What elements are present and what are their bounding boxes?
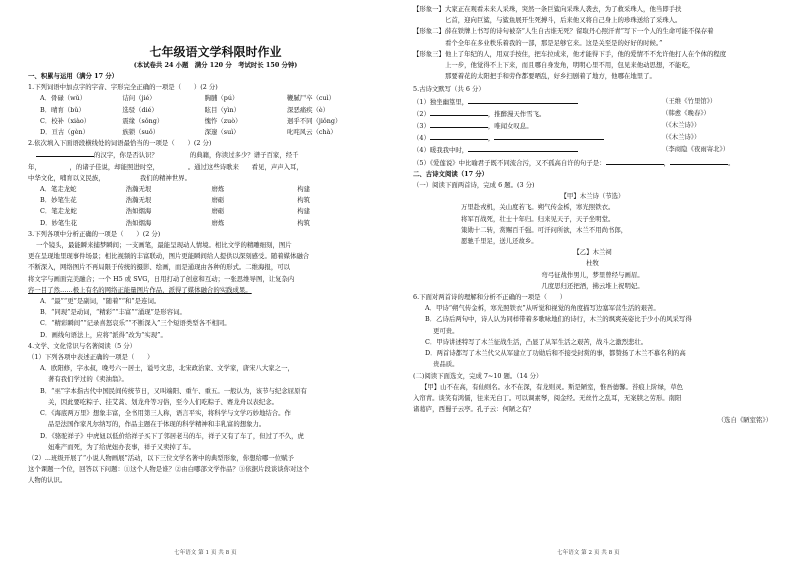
page-right (397, 0, 794, 562)
question-6-option-line: 更可贵。 (433, 326, 459, 335)
prose-source: （选自《陋室铭》） (717, 416, 772, 425)
question-3-stem: 3.下列各项中分析正确的一项是（ ）(2 分) (28, 229, 161, 238)
poem-a-line: 愿驰千里足，送儿还故乡。 (461, 237, 538, 246)
question-4-sub-2: 人物的认识。 (28, 476, 67, 485)
question-6-option-line: C．甲诗讲述特写了木兰征战生活，凸显了从军生活之艰苦，战斗之激烈悲壮。 (425, 337, 648, 346)
dictation-line: （4） ， （《木兰诗》） (413, 133, 701, 143)
question-4-sub-2: 这个课题一个位，回答以下问题：①这个人物是谁？②由白哪部文学作品？③依据片段谈谈你对这个 (28, 465, 310, 474)
character-fragment-2: 【形象二】薛在铁牌上书写的诗句被奈“人生自古谁无死？留取丹心照汗青”写下一个人的生命可能不保存着 (413, 27, 714, 36)
question-4-option-line: A．欧阳修，字永叔，晚号六一居士，谥号文忠，北宋政治家、文学家，唐宋八大家之一， (40, 364, 294, 373)
answer-blank[interactable] (430, 132, 488, 140)
answer-blank[interactable] (36, 149, 94, 157)
question-1-option-b: B．晴育（bǔ） 选驳（dié） 眩目（yìn） 深恶痛疾（è） (40, 105, 330, 114)
question-1-option-d: D．亘古（gèn） 族锁（suǒ） 深邃（suì） 叱咤风云（chà） (40, 128, 337, 137)
answer-blank[interactable] (494, 132, 604, 140)
question-1-option-a: A．骨碌（wǔ） 诘问（jié） 胸脯（pú） 鞭腻尸卒（cuì） (40, 94, 336, 103)
question-3-passage-line: 将文字与画面完美融合；一个 H5 或 SVG，日用打动了创意和互动；一张思维导图，让复杂内 (28, 274, 295, 283)
dictation-line: （4）暖我我中时， （李商隐《夜雨寄北》） (413, 145, 730, 155)
question-7-stem: (二)阅读下面选文，完成 7~10 题。（14 分） (413, 371, 543, 380)
question-4-sub-2: （2）...班级开展了“小说人物画展”活动，以下三位文学名著中的典型形象，你想给哪一位赋予 (28, 453, 294, 462)
question-3-passage-line: 不断深入，网络图片不再局限于传统的摄影、绘画，而是通现由各种的形式。二维海报，可以 (28, 263, 291, 272)
question-4-stem: 4.文学、文化常识与名著阅读（5 分） (28, 341, 137, 350)
question-5-stem: 5.古诗文默写（共 6 分） (413, 85, 485, 94)
page-title: 七年级语文学科限时作业 (149, 45, 282, 59)
poem-b-author: 杜牧 (586, 259, 599, 268)
answer-blank[interactable] (606, 157, 664, 165)
poem-b-line: 几度思归还把酒，拂云堆上祝明妃。 (541, 281, 644, 290)
question-3-passage-line: 一个镜头，最能瞬来捕梦瞬间；一支画笔，最能呈现动人情境。相比文学的精雕细刻，图片 (36, 241, 292, 250)
question-6-option-line: D．两首诗都写了木兰代父从军建立了功勋后和不接受封赏的事，都赞扬了木兰不慕名利的高 (425, 349, 686, 358)
question-2-option-c: C．笔走龙蛇 浩如烟海 磨砺 构建 (40, 207, 311, 216)
question-3-option-d: D．画线句语法上，应将“派得”改为“实现”。 (40, 330, 167, 339)
page-footer: 七年语文 第 2 页 共 8 页 (557, 550, 620, 556)
question-4-option-line: 妞难产而死，为了给虎妞办丧事，祥子又卖掉了车。 (48, 442, 195, 451)
character-fragment-1: 【形象一】大家正在观看未来人采珠，突然一条巨鲨向采珠人袭去，为了救采珠人，他当即手扶 (413, 5, 682, 13)
character-fragment-3: 那要着花的太阳把手和劳作都要晒乱，好乡扫剧着了地方，他哪在地里了。 (445, 72, 656, 81)
question-1-stem: 1.下列词语中加点字的字音、字形完全正确的一项是（ ）(2 分) (28, 83, 218, 92)
question-6-option-line: 贵品质。 (433, 360, 459, 369)
question-2-option-b: B．妙笔生花 浩瀚无垠 磨砺 构筑 (40, 196, 311, 205)
question-4-option-line: 著有我们学过的《卖油翁》。 (48, 375, 128, 384)
question-2-passage-line: 中华文化，哺育以义民族， 我们的精神世界。 (28, 173, 191, 182)
question-2-stem: 2.依次填入下面语段横线处的词语最恰当的一项是（ ）(2 分) (28, 139, 212, 148)
question-4-option-line: C．《海底两万里》想象丰富，全书用第三人称，语言平实，将科学与文学巧妙地结合。作 (40, 409, 291, 418)
exam-info: (本试卷共 24 小题 满分 120 分 考试时长 150 分钟) (133, 61, 298, 69)
answer-blank[interactable] (468, 144, 578, 152)
section-heading: 二、古诗文阅读（17 分） (413, 169, 489, 178)
character-fragment-1: 匕首，迎向巨鲨，与鲨鱼展开生死搏斗，后来他又将自己身上的珍珠送给了采珠人。 (445, 16, 682, 25)
poem-b-line: 弯弓征战作男儿，梦里曾经与画眉。 (541, 270, 644, 279)
question-2-option-a: A．笔走龙蛇 浩瀚无垠 磨炼 构建 (40, 185, 311, 194)
question-3-option-b: B．“同现”是动词，“精彩”“丰富”“涌现”是形容词。 (40, 308, 186, 317)
question-6-option-line: A．甲诗“朔气传金柝，寒光照铁衣”从听觉和视觉的角度描写边塞军营生活的艰苦。 (425, 304, 660, 313)
answer-blank[interactable] (430, 120, 488, 128)
dictation-line: （2） ，推醉漫天作雪飞。 （韩愈《晚春》） (413, 108, 710, 118)
question-4-option-line: 品是法国作家凡尔纳写的，作品主题在于体现的科学精神和丰乳富的想象力。 (48, 420, 266, 429)
question-2-passage-line: 年， ，的诸子佳说，却能照进时空， 。通过这些诗歌来 看见，声声入耳， (28, 162, 303, 171)
prose-line: 诸葛庐，西蜀子云亭。孔子云：何陋之有？ (413, 405, 535, 414)
poem-a-line: 将军百战死，壮士十年归。归来见天子，天子坐明堂。 (461, 214, 615, 223)
question-3-passage-line: 容一目了然……极上有名的网络正能量图片作品，派得了媒体融合的实践成果。 (28, 285, 252, 294)
poem-a-title: 【甲】木兰诗（节选） (560, 192, 625, 201)
prose-line: 入帘青。谈笑有鸿儒，往来无白丁。可以调素琴，阅金经。无丝竹之乱耳，无案牍之劳形。南阳 (413, 393, 682, 402)
poem-a-line: 策勋十二转，赏赐百千强。可汗问所欲，木兰不用尚书郎， (461, 225, 628, 234)
question-2-passage-line: 的汉字，你是否认识？ 的典籍，你读过多少？谱子百家，经千 (28, 149, 383, 161)
question-3-option-c: C．“精彩瞬间”“记录喜怒哀乐”“不断深入”三个短语类型各不相同。 (40, 319, 231, 328)
page-footer: 七年语文 第 1 页 共 8 页 (174, 550, 237, 556)
answer-blank[interactable] (430, 108, 488, 116)
question-2-option-d: D．妙笔生花 浩如烟海 磨炼 构筑 (40, 218, 311, 227)
question-3-option-a: A．“最”“更”是副词，“随着”“和”是连词。 (40, 297, 161, 306)
question-1-option-c: C．校补（xiào） 震缘（sǒng） 愧怍（zuò） 迥乎不同（jiǒng） (40, 116, 342, 125)
character-fragment-3: 【形象三】他上了年纪的人，用双手按住，把车拉成来，他才能得下手，他的爱情不不允许他打人在个体的程度 (413, 49, 727, 58)
character-fragment-2: 看个全年在多业秩乐着我的一部，那是足够它来。这是关至是的好好的时候。” (445, 38, 663, 47)
question-4-option-line: 关，因此要吃粽子、挂艾蒿、划龙舟等习俗，至今人们吃粽子、赛龙舟以表纪念。 (48, 397, 279, 406)
poem-a-line: 万里赴戎机，关山度若飞。朔气传金柝，寒光照铁衣。 (461, 203, 615, 212)
dictation-line: （5）《爱莲说》中比喻君子既不同流合污，又不孤高自许的句子是： ， 。 (413, 158, 735, 167)
poem-b-title: 【乙】木兰祠 (573, 248, 612, 257)
question-6-option-line: B．乙诗后两句中，诗人认为同样带着多歌咏地们的诗行，木兰的飒爽英姿比于少小的风采写得 (425, 315, 692, 324)
question-6-stem: 6.下面对两首诗的理解和分析不正确的一项是（ ） (413, 293, 567, 302)
dictation-line: （3） ，唯闻女叹息。 （《木兰诗》） (413, 121, 701, 131)
question-4-option-line: D．《骆驼祥子》中虎妞以低价给祥子买下了邻居老马的车，祥子又有了车了，但过了不久，虎 (40, 431, 304, 440)
section-heading: 一、积累与运用（满分 17 分） (28, 72, 119, 80)
question-3-passage-line: 更在呈现地里现事件场景；相比视频的丰富联动，图片更能瞬间给人提供以深刻感受。随着媒体融合 (28, 252, 310, 261)
prose-line: 【甲】山不在高，有仙则名。水不在深，有龙则灵。斯是陋室，惟吾德馨。苔痕上阶绿，草色 (421, 382, 684, 391)
character-fragment-3: 上一步，他觉得不上下来，而且哪自身发角，明明心里不用，包见来他动思想，不能吃， (445, 61, 695, 70)
answer-blank[interactable] (670, 157, 728, 165)
poem-question-intro: （一）阅读下面两首诗，完成 6 题。(3 分) (413, 181, 535, 190)
question-4-option-line: B．“巫”字本指古代中国民间传统节日，又叫端阳、重午、重五。一般认为，该节与纪念屈原有 (40, 386, 307, 395)
answer-blank[interactable] (468, 96, 578, 104)
dictation-line: （1）独坐幽篁里， （王维《竹里馆》） (413, 96, 717, 106)
question-4-sub-1: （1）下列各项中表述正确的一项是（ ） (28, 353, 154, 362)
